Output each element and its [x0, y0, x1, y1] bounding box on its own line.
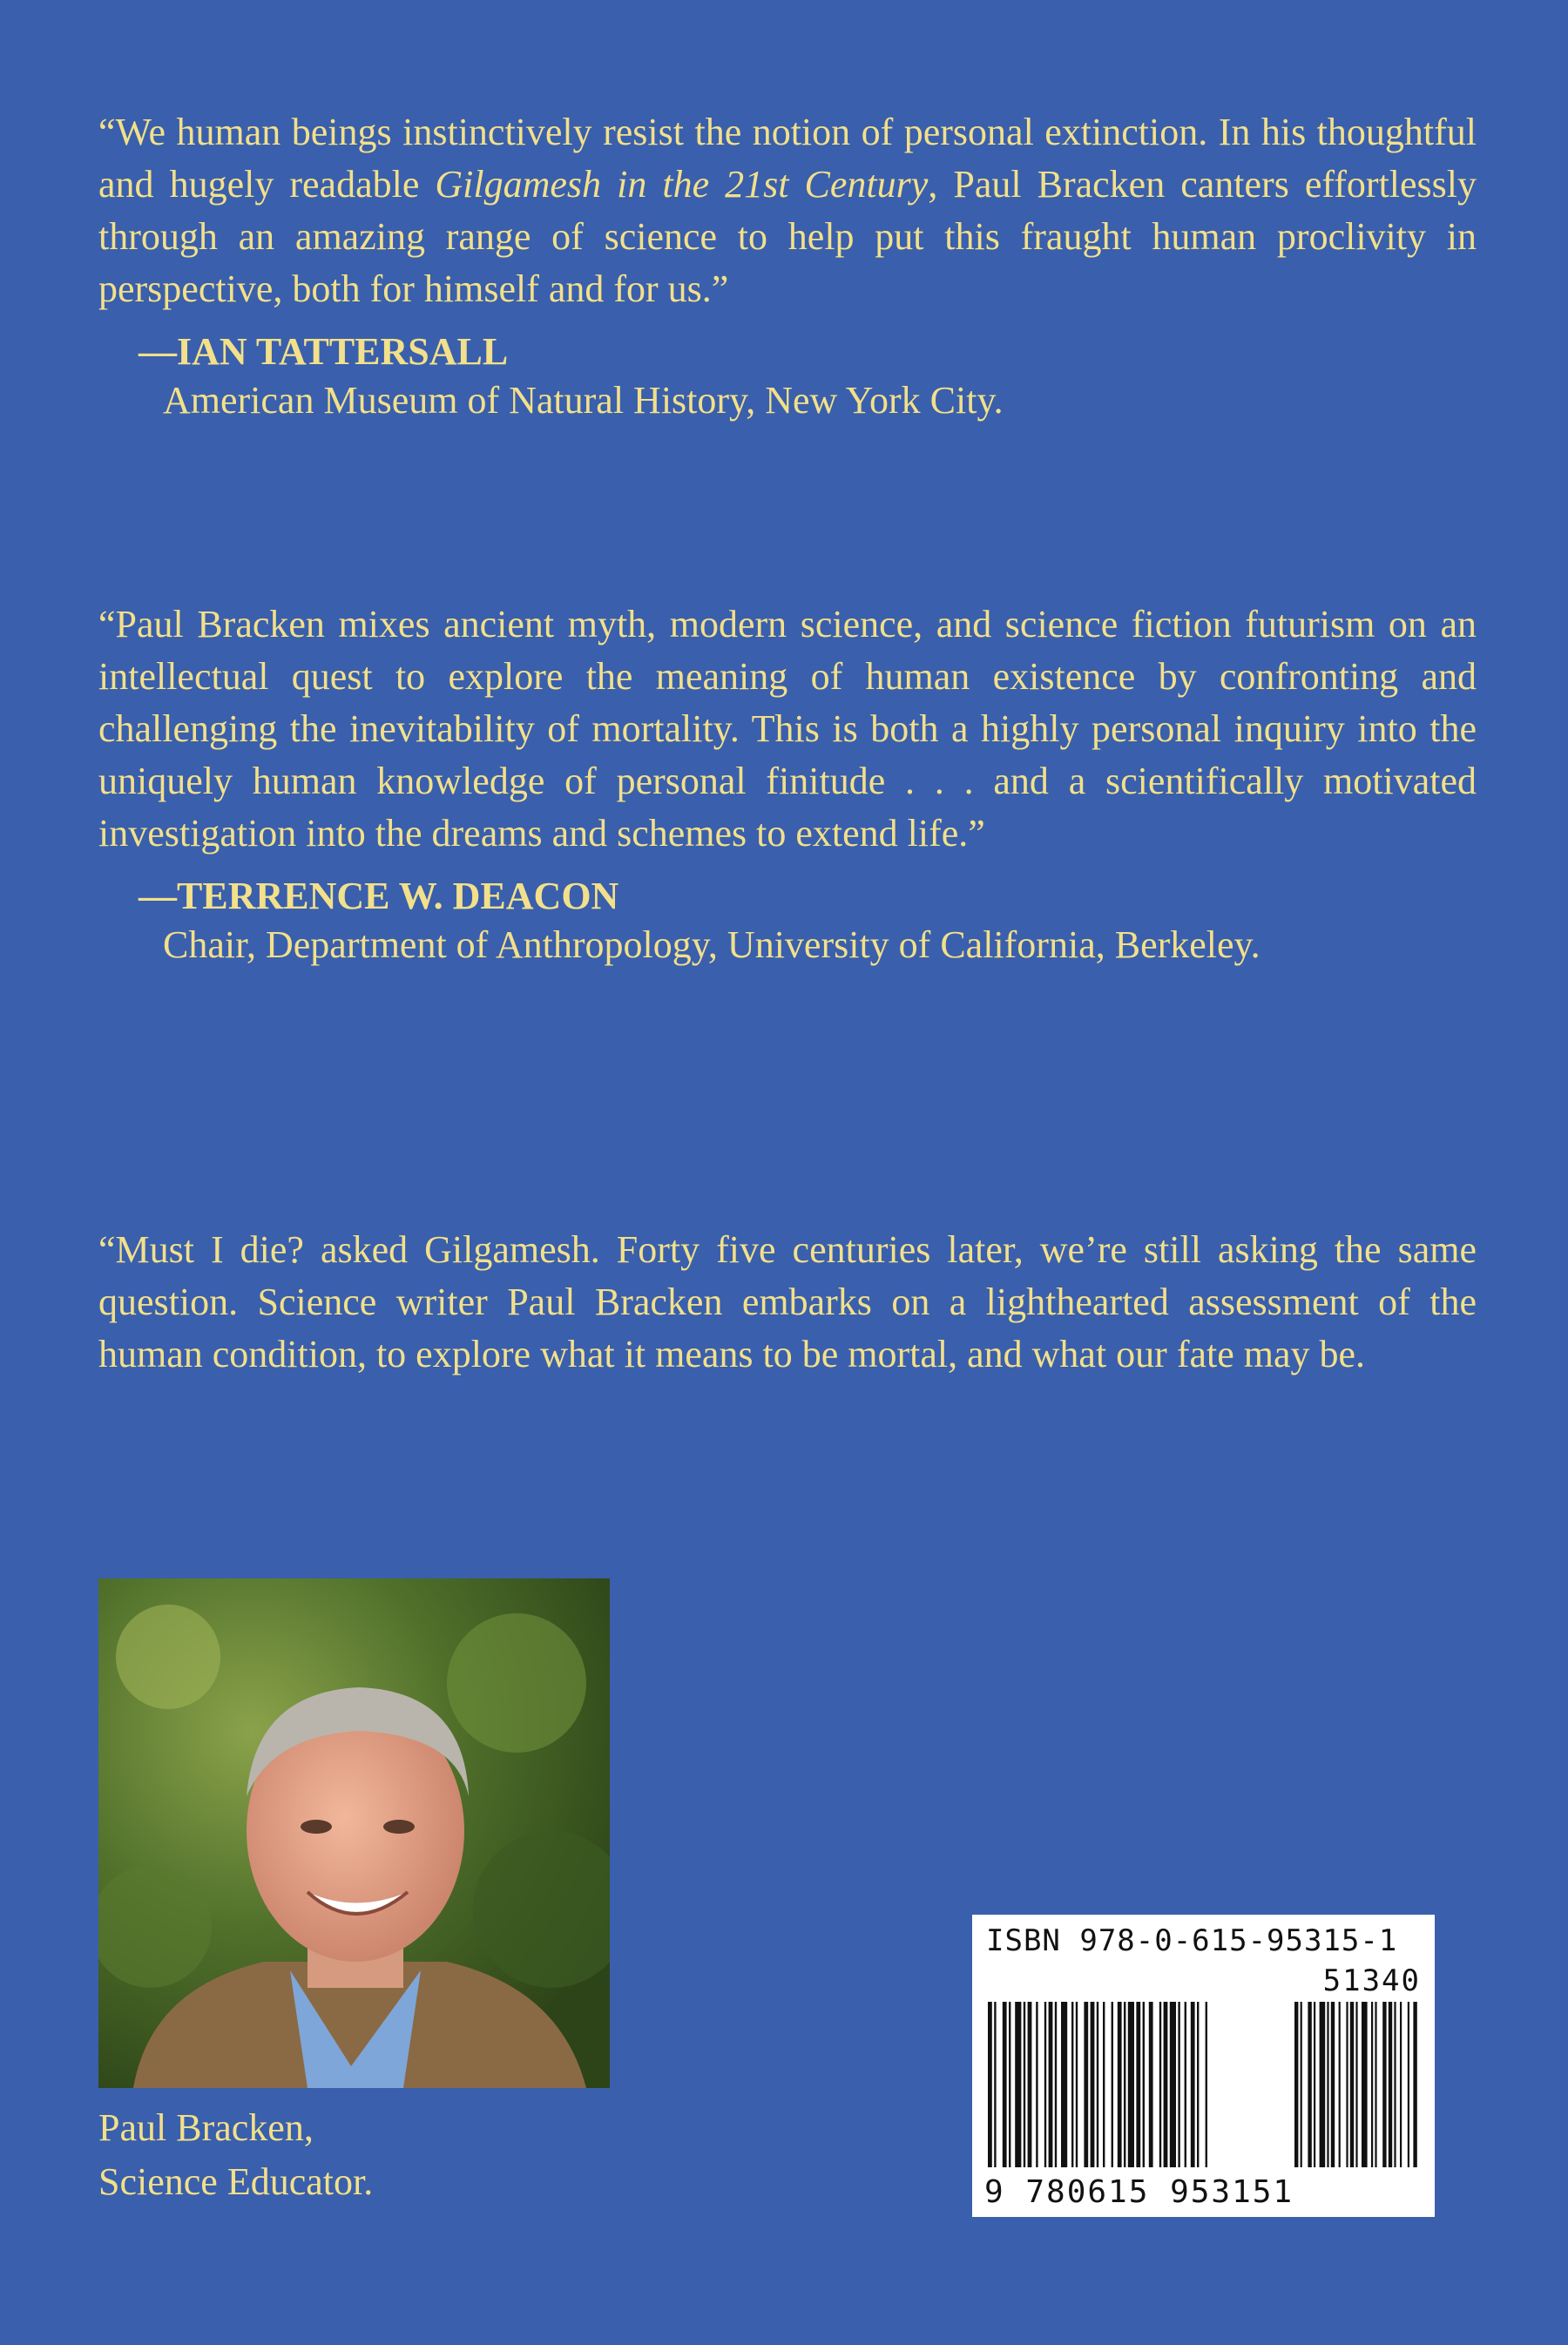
barcode-bar [1362, 2002, 1368, 2167]
blurb-text: “Paul Bracken mixes ancient myth, modern science, and science fiction futurism on an intellectual quest to explore the meaning of human existence by confronting and challenging the inevitability of mortality. This is both a highly personal inquiry into the uniquely human knowledge of personal finitude . . . and a scientifically motivated investigation into the dreams and schemes to extend life.” [98, 603, 1477, 855]
barcode-bar [1112, 2002, 1113, 2167]
barcode-bar [1408, 2002, 1409, 2167]
barcode-bar [1128, 2002, 1134, 2167]
barcode-bar [1185, 2002, 1186, 2167]
barcode-bar [1124, 2002, 1125, 2167]
barcode-bar [1327, 2002, 1328, 2167]
barcode-bar [1136, 2002, 1140, 2167]
blurb-tattersall [98, 106, 1477, 425]
author-caption [98, 2101, 373, 2209]
barcode-bar [1394, 2002, 1396, 2167]
author-title: Science Educator. [98, 2160, 374, 2203]
barcode-bar [1314, 2002, 1315, 2167]
barcode-bars [988, 2002, 1419, 2176]
description-text: “Must I die? asked Gilgamesh. Forty five centuries later, we’re still asking the same question. Science writer Paul Bracken embarks on a lighthearted assessment of the human condition, to explore what it means to be mortal, and what our fate may be. [98, 1228, 1477, 1375]
blurb-deacon [98, 598, 1477, 970]
barcode-bar [1350, 2002, 1354, 2167]
blurb-text: “We human beings instinctively resist the notion of personal extinction. In his thoughtful and hugely readable Gilgamesh in the 21st Century, Paul Bracken canters effortlessly through an amazing range of science to help put this fraught human proclivity in perspective, both for himself and for us.” [98, 111, 1477, 310]
barcode-bar [1055, 2002, 1057, 2167]
price-code: 51340 [1322, 1963, 1421, 1998]
barcode-bar [1049, 2002, 1053, 2167]
barcode-bar [1400, 2002, 1402, 2167]
barcode-bar [1061, 2002, 1067, 2167]
blurb-author: —TERRENCE W. DEACON [139, 875, 619, 917]
barcode-bar [1118, 2002, 1122, 2167]
barcode-bar [1339, 2002, 1341, 2167]
barcode-bar [1294, 2002, 1298, 2167]
barcode-bar [1164, 2002, 1168, 2167]
barcode-bar [1044, 2002, 1046, 2167]
barcode-bar [1206, 2002, 1207, 2167]
barcode-bar [1178, 2002, 1179, 2167]
isbn-number: ISBN 978-0-615-95315-1 [986, 1923, 1398, 1958]
barcode-bar [1191, 2002, 1195, 2167]
barcode-bar [1024, 2002, 1025, 2167]
ean-number: 9 780615 953151 [984, 2174, 1294, 2210]
author-name: Paul Bracken, [98, 2106, 314, 2149]
barcode-bar [1143, 2002, 1145, 2167]
barcode-bar [1071, 2002, 1073, 2167]
book-description [98, 1224, 1477, 1381]
barcode-bar [1197, 2002, 1199, 2167]
barcode-bar [1308, 2002, 1311, 2167]
barcode-bar [1413, 2002, 1416, 2167]
barcode-bar [1375, 2002, 1376, 2167]
barcode-bar [1028, 2002, 1032, 2167]
barcode-bar [1371, 2002, 1373, 2167]
barcode-bar [1382, 2002, 1386, 2167]
barcode-bar [1091, 2002, 1095, 2167]
barcode-bar [1159, 2002, 1161, 2167]
barcode-bar [1103, 2002, 1105, 2167]
barcode-bar [1084, 2002, 1088, 2167]
barcode-bar [1355, 2002, 1357, 2167]
isbn-barcode [972, 1915, 1435, 2217]
blurb-affiliation: Chair, Department of Anthropology, University of California, Berkeley. [163, 923, 1260, 966]
barcode-bar [1097, 2002, 1098, 2167]
barcode-bar [1015, 2002, 1021, 2167]
barcode-bar [1346, 2002, 1348, 2167]
book-title: Gilgamesh in the 21st Century [435, 163, 929, 206]
barcode-bar [1149, 2002, 1153, 2167]
blurb-author: —IAN TATTERSALL [139, 330, 509, 373]
blurb-affiliation: American Museum of Natural History, New York City. [163, 379, 1004, 422]
barcode-bar [1320, 2002, 1326, 2167]
barcode-bar [1170, 2002, 1176, 2167]
barcode-bar [1331, 2002, 1335, 2167]
barcode-bar [1076, 2002, 1078, 2167]
barcode-bar [1009, 2002, 1010, 2167]
barcode-bar [1003, 2002, 1007, 2167]
barcode-bar [1301, 2002, 1302, 2167]
barcode-bar [988, 2002, 992, 2167]
barcode-bar [1389, 2002, 1392, 2167]
author-photo [98, 1578, 610, 2088]
barcode-bar [1036, 2002, 1037, 2167]
barcode-bar [994, 2002, 996, 2167]
